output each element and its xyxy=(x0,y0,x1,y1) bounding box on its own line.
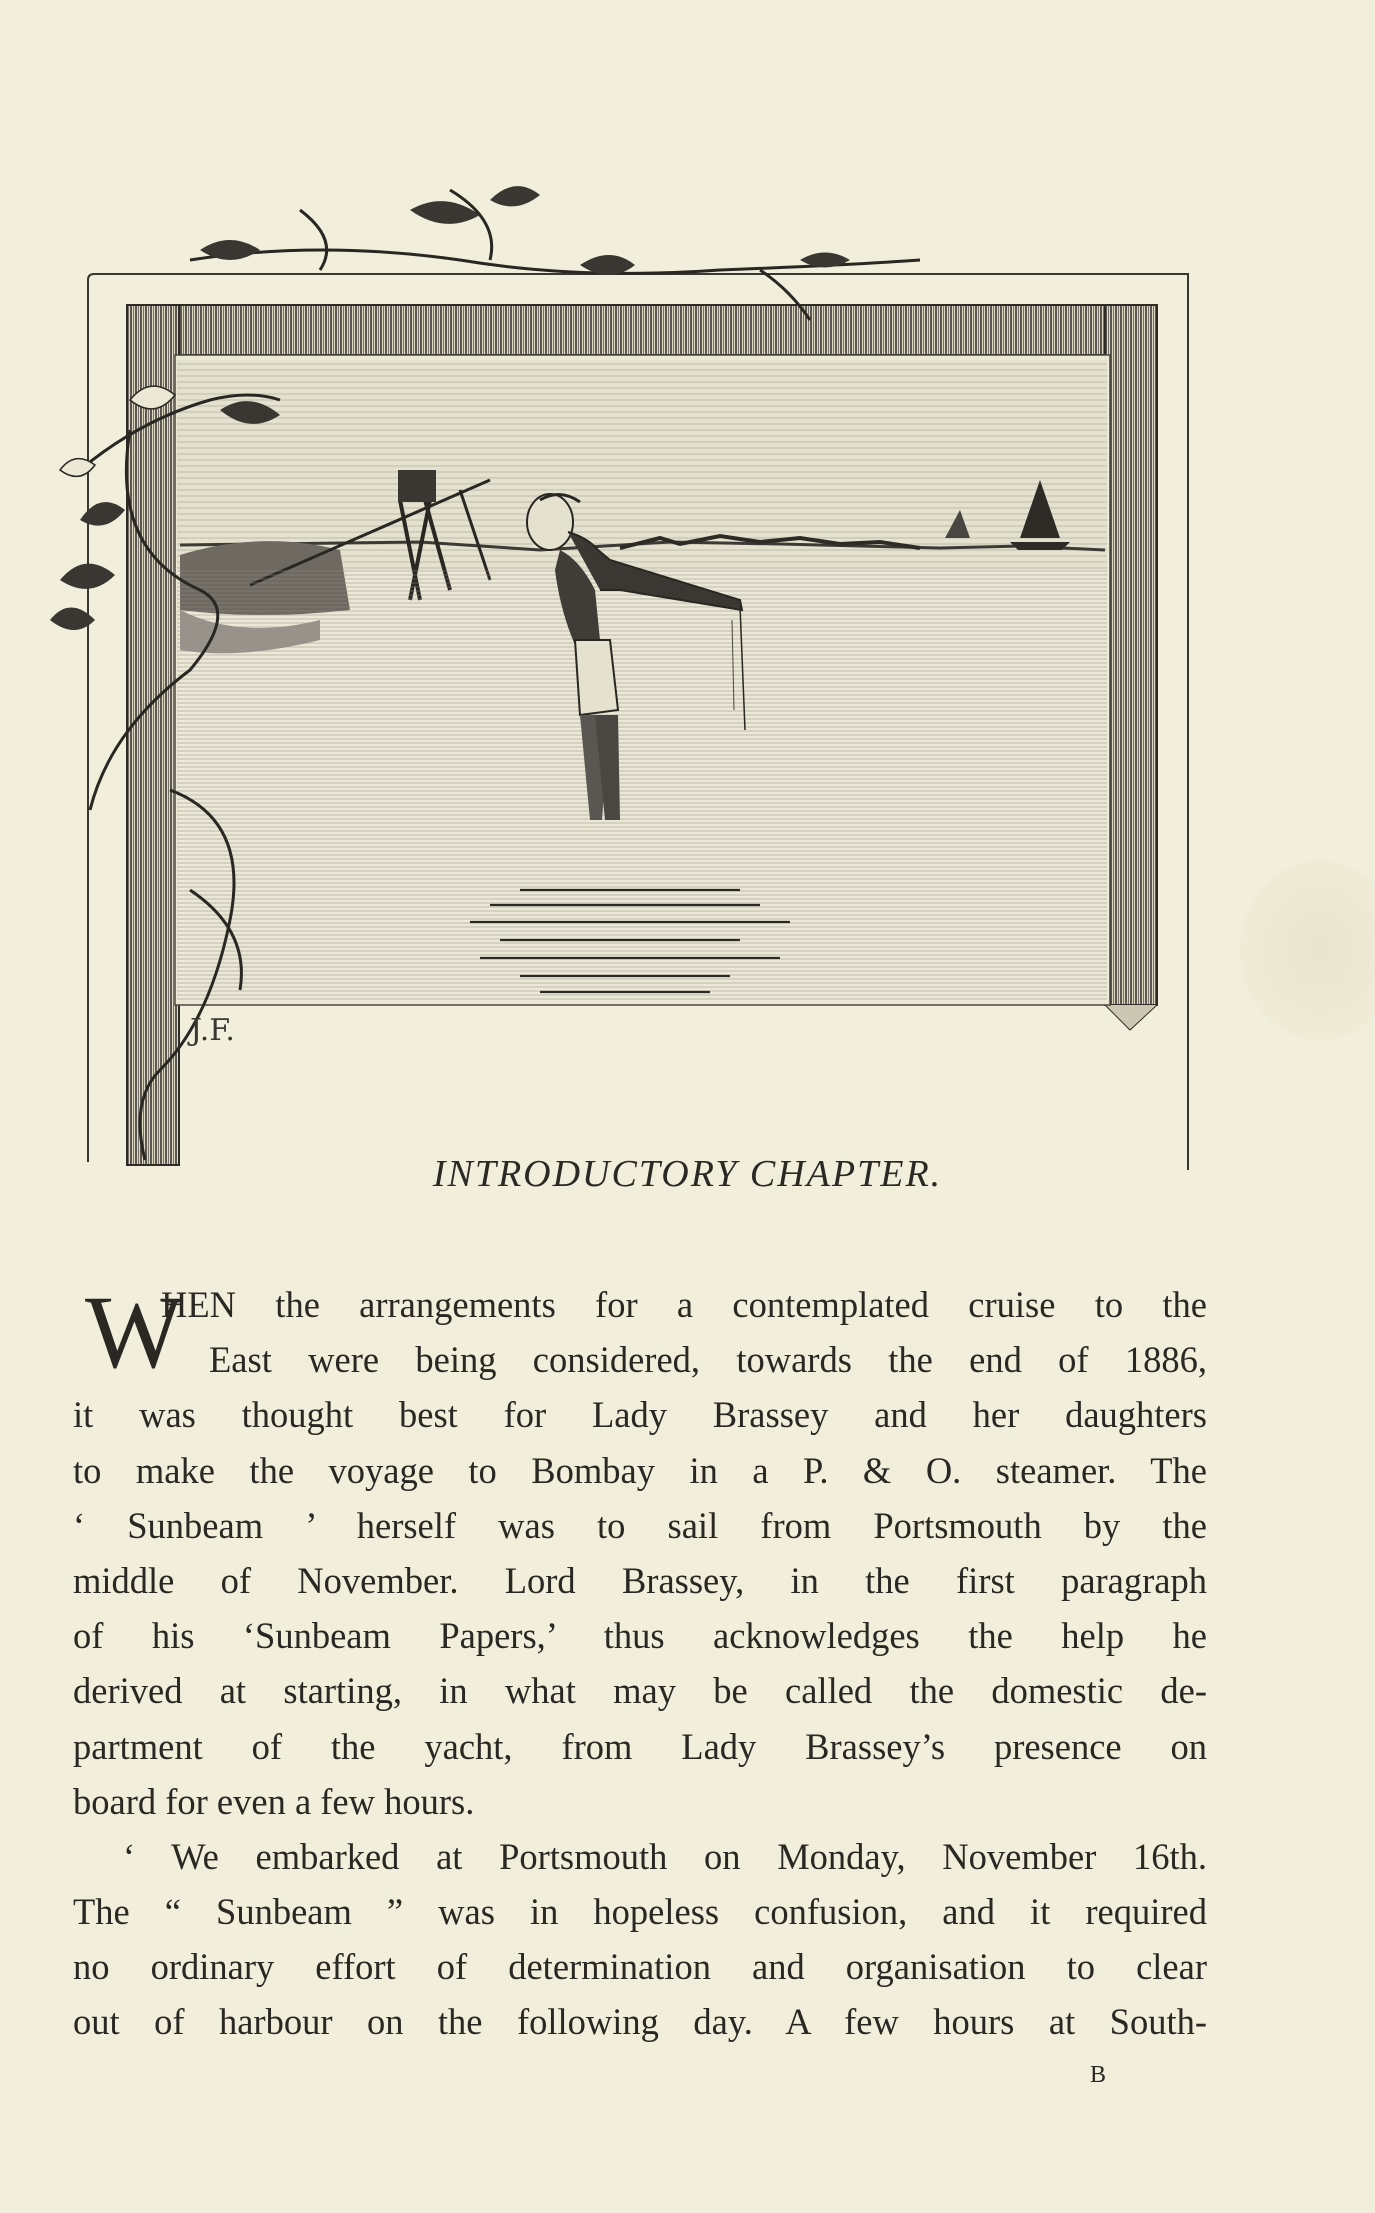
text-line-1: HEN the arrangements for a contemplated cruise to the xyxy=(161,1284,1207,1325)
text-line-4: to make the voyage to Bombay in a P. & O. steamer. The xyxy=(73,1449,1207,1491)
body-text xyxy=(73,1277,1207,2050)
text-line-5: ‘ Sunbeam ’ herself was to sail from Portsmouth by the xyxy=(73,1504,1207,1546)
text-line-11: ‘ We embarked at Portsmouth on Monday, November 16th. xyxy=(123,1835,1207,1877)
text-line-3: it was thought best for Lady Brassey and her daughters xyxy=(73,1394,1207,1436)
text-line-2: East were being considered, towards the end of 1886, xyxy=(209,1339,1207,1381)
signature-mark: B xyxy=(1090,2062,1108,2088)
text-line-12: The “ Sunbeam ” was in hopeless confusion, and it required xyxy=(73,1891,1207,1933)
chapter-title: INTRODUCTORY CHAPTER. xyxy=(432,1153,943,1195)
drop-cap: W xyxy=(85,1275,182,1390)
text-line-7: of his ‘Sunbeam Papers,’ thus acknowledges the help he xyxy=(73,1615,1207,1657)
text-line-6: middle of November. Lord Brassey, in the first paragraph xyxy=(73,1559,1207,1601)
text-line-14: out of harbour on the following day. A few hours at South- xyxy=(73,2001,1207,2043)
chapter-illustration xyxy=(20,170,1210,1200)
svg-text:J.F.: J.F. xyxy=(190,1013,235,1048)
paper-stain xyxy=(1240,860,1375,1040)
text-line-13: no ordinary effort of determination and organisation to clear xyxy=(73,1946,1207,1988)
text-line-8: derived at starting, in what may be called the domestic de- xyxy=(73,1670,1207,1712)
text-line-9: partment of the yacht, from Lady Brassey’s presence on xyxy=(73,1725,1207,1767)
engraving-fisherman-in-water xyxy=(20,170,1210,1200)
text-line-10: board for even a few hours. xyxy=(73,1780,475,1822)
